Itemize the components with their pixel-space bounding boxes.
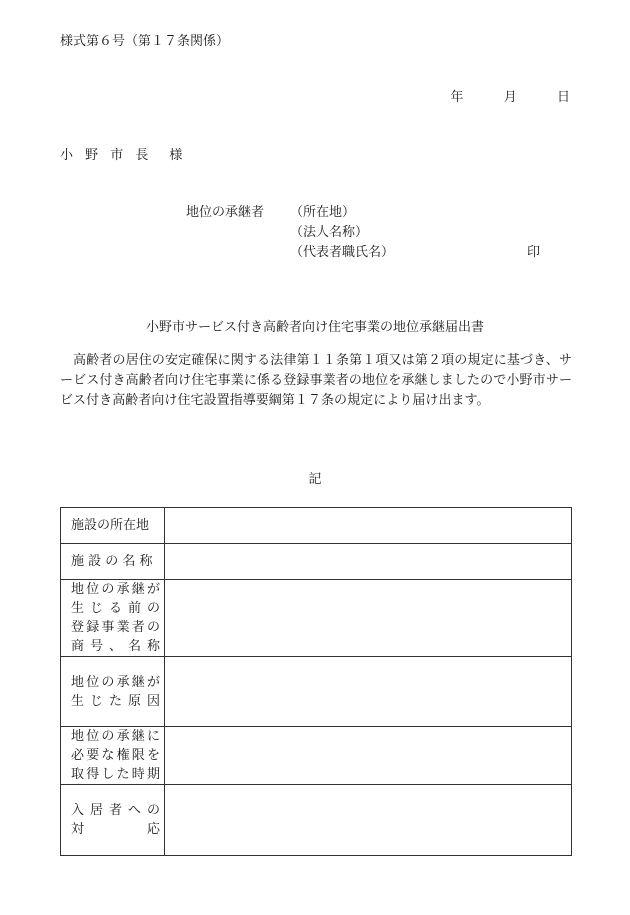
facility-name-field[interactable] [165,544,572,580]
row-label-facility-address [61,508,165,544]
date-month-label: 月 [503,90,517,105]
table-row [61,657,572,727]
table-row [61,508,572,544]
row-label-authority-date [61,727,165,785]
label-line: 施設の所在地 [71,518,150,533]
succession-cause-field[interactable] [165,657,572,727]
date-line [450,88,570,107]
table-row [61,544,572,580]
document-title: 小野市サービス付き高齢者向け住宅事業の地位承継届出書 [145,320,484,335]
label-line: 生じる前の [71,601,160,616]
label-line: 生じた原因 [71,693,160,709]
table-row [61,785,572,856]
details-table [60,507,572,856]
label-line: 地位の承継に [71,729,160,744]
resident-response-field[interactable] [165,785,572,856]
row-label-previous-operator [61,580,165,657]
body-text: 高齢者の居住の安定確保に関する法律第１１条第１項又は第２項の規定に基づき、サービス付き高齢者向け住宅事業に係る登録事業者の地位を承継しましたので小野市サービス付き高齢者向け住宅設置指導要綱第１７条の規定により届け出ます。 [60,353,572,408]
authority-date-field[interactable] [165,727,572,785]
label-line: 登録事業者の [71,620,160,635]
date-day-label: 日 [556,90,570,105]
facility-address-field[interactable] [165,508,572,544]
applicant-label: 地位の承継者 [186,205,265,220]
ki-mark: 記 [308,472,322,487]
applicant-address-label: （所在地） [290,205,356,220]
table-row [61,727,572,785]
label-line: 必要な権限を [71,748,160,763]
row-label-facility-name [61,544,165,580]
form-number: 様式第６号（第１７条関係） [60,34,230,49]
label-line: 施 設 の 名 称 [71,554,153,569]
label-line: 商号、名称 [71,639,160,654]
table-row [61,580,572,657]
label-line: 地位の承継が [71,674,160,690]
seal-mark: 印 [527,245,541,260]
applicant-corp-name-label: （法人名称） [290,225,369,240]
previous-operator-field[interactable] [165,580,572,657]
label-line: 入居者への [71,803,160,818]
row-label-resident-response [61,785,165,856]
applicant-representative-label: （代表者職氏名） [290,245,395,260]
addressee: 小 野 市 長 様 [60,148,187,163]
label-line: 対応 [71,822,160,837]
label-line: 取得した時期 [71,767,160,782]
row-label-succession-cause [61,657,165,727]
date-year-label: 年 [450,90,464,105]
label-line: 地位の承継が [71,582,160,597]
